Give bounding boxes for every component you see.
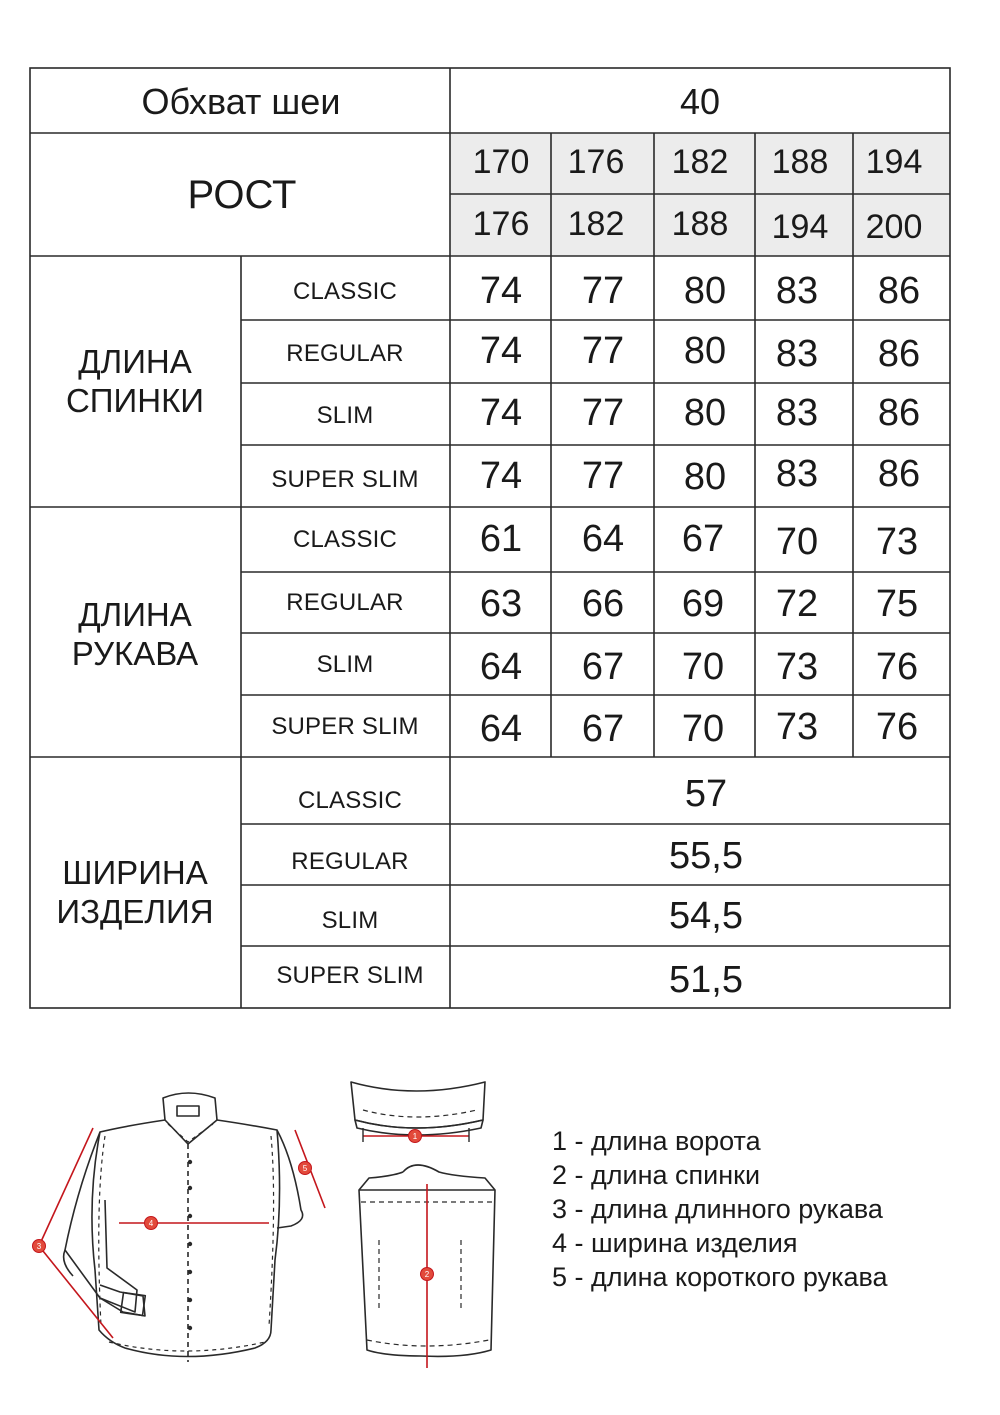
value-cell: 64 bbox=[581, 518, 625, 560]
measure-line-3 bbox=[39, 1128, 93, 1246]
marker-5-label: 5 bbox=[302, 1164, 308, 1173]
shirt-front-illustration bbox=[25, 1080, 355, 1380]
value-cell: 80 bbox=[683, 270, 727, 312]
neck-girth-label: Обхват шеи bbox=[141, 81, 341, 122]
value-cell: 67 bbox=[581, 646, 625, 688]
value-cell: 73 bbox=[775, 646, 819, 688]
value-cell: 76 bbox=[875, 706, 919, 748]
value-cell: 77 bbox=[581, 270, 625, 312]
marker-3-label: 3 bbox=[36, 1242, 42, 1251]
value-cell: 76 bbox=[875, 646, 919, 688]
height-from-5: 194 bbox=[865, 143, 923, 181]
value-cell: 73 bbox=[775, 706, 819, 748]
value-cell: 67 bbox=[681, 518, 725, 560]
value-cell: 67 bbox=[581, 708, 625, 750]
value-cell: 66 bbox=[581, 583, 625, 625]
fit-slim: SLIM bbox=[316, 651, 374, 678]
back-length-label: ДЛИНА СПИНКИ bbox=[65, 343, 205, 419]
value-cell: 83 bbox=[775, 453, 819, 495]
marker-4-label: 4 bbox=[148, 1219, 154, 1228]
legend-item: 1 - длина ворота bbox=[552, 1126, 761, 1156]
width-value: 57 bbox=[684, 773, 728, 815]
fit-classic: CLASSIC bbox=[292, 526, 398, 553]
fit-super-slim: SUPER SLIM bbox=[271, 466, 419, 493]
measurement-legend bbox=[552, 1124, 888, 1294]
product-width-label: ШИРИНА ИЗДЕЛИЯ bbox=[56, 854, 214, 930]
legend-item: 5 - длина короткого рукава bbox=[552, 1262, 888, 1292]
value-cell: 83 bbox=[775, 392, 819, 434]
value-cell: 86 bbox=[877, 392, 921, 434]
fit-classic: CLASSIC bbox=[297, 787, 403, 814]
value-cell: 80 bbox=[683, 392, 727, 434]
value-cell: 80 bbox=[683, 456, 727, 498]
value-cell: 77 bbox=[581, 392, 625, 434]
height-to-1: 176 bbox=[472, 205, 530, 243]
value-cell: 80 bbox=[683, 330, 727, 372]
value-cell: 69 bbox=[681, 583, 725, 625]
value-cell: 64 bbox=[479, 646, 523, 688]
fit-super-slim: SUPER SLIM bbox=[276, 962, 424, 989]
height-from-2: 176 bbox=[567, 143, 625, 181]
fit-regular: REGULAR bbox=[286, 589, 404, 616]
fit-classic: CLASSIC bbox=[292, 278, 398, 305]
value-cell: 77 bbox=[581, 330, 625, 372]
value-cell: 86 bbox=[877, 333, 921, 375]
value-cell: 75 bbox=[875, 583, 919, 625]
value-cell: 73 bbox=[875, 521, 919, 563]
shirt-back-illustration bbox=[345, 1080, 505, 1380]
width-value: 51,5 bbox=[669, 959, 743, 1001]
value-cell: 86 bbox=[877, 453, 921, 495]
legend-item: 2 - длина спинки bbox=[552, 1160, 761, 1190]
value-cell: 72 bbox=[775, 583, 819, 625]
height-to-2: 182 bbox=[567, 205, 625, 243]
value-cell: 63 bbox=[479, 583, 523, 625]
height-from-3: 182 bbox=[671, 143, 729, 181]
marker-1-label: 1 bbox=[412, 1132, 418, 1141]
height-to-3: 188 bbox=[671, 205, 729, 243]
value-cell: 64 bbox=[479, 708, 523, 750]
fit-slim: SLIM bbox=[316, 402, 374, 429]
height-to-5: 200 bbox=[865, 208, 923, 246]
fit-regular: REGULAR bbox=[291, 848, 409, 875]
height-from-4: 188 bbox=[771, 143, 829, 181]
value-cell: 74 bbox=[479, 270, 523, 312]
value-cell: 74 bbox=[479, 330, 523, 372]
marker-2-label: 2 bbox=[424, 1270, 430, 1279]
legend-item: 3 - длина длинного рукава bbox=[552, 1194, 883, 1224]
value-cell: 86 bbox=[877, 270, 921, 312]
sleeve-length-label: ДЛИНА РУКАВА bbox=[71, 596, 199, 672]
height-from-1: 170 bbox=[472, 143, 530, 181]
value-cell: 74 bbox=[479, 455, 523, 497]
value-cell: 61 bbox=[479, 518, 523, 560]
value-cell: 74 bbox=[479, 392, 523, 434]
height-to-4: 194 bbox=[771, 208, 829, 246]
value-cell: 83 bbox=[775, 270, 819, 312]
value-cell: 70 bbox=[681, 708, 725, 750]
value-cell: 83 bbox=[775, 333, 819, 375]
height-label: РОСТ bbox=[187, 173, 297, 217]
neck-girth-value: 40 bbox=[679, 81, 721, 122]
legend-item: 4 - ширина изделия bbox=[552, 1228, 798, 1258]
value-cell: 77 bbox=[581, 455, 625, 497]
width-value: 54,5 bbox=[669, 895, 743, 937]
fit-slim: SLIM bbox=[321, 907, 379, 934]
width-value: 55,5 bbox=[669, 835, 743, 877]
value-cell: 70 bbox=[681, 646, 725, 688]
fit-regular: REGULAR bbox=[286, 340, 404, 367]
value-cell: 70 bbox=[775, 521, 819, 563]
fit-super-slim: SUPER SLIM bbox=[271, 713, 419, 740]
